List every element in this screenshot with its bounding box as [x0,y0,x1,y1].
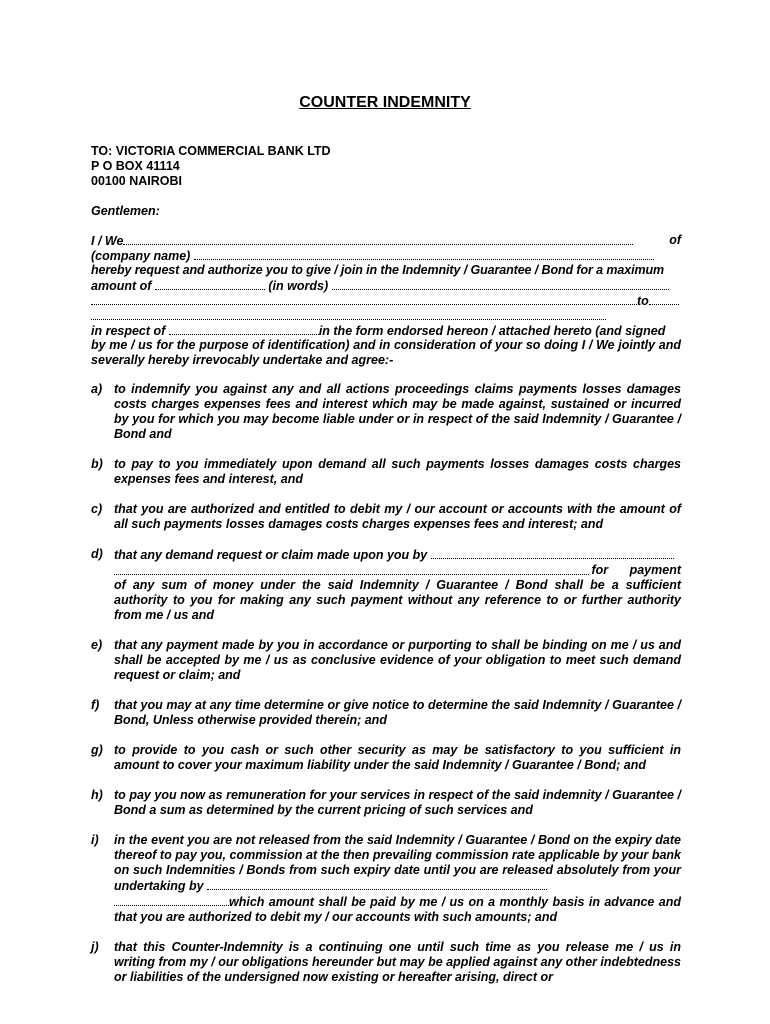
page-title: COUNTER INDEMNITY [299,94,471,111]
intro-label: in respect of [91,324,166,338]
item-label: j) [91,940,99,954]
addressee-line: TO: VICTORIA COMMERCIAL BANK LTD [91,144,331,158]
list-item [91,940,681,985]
purpose-field[interactable] [169,323,319,335]
list-item [91,547,681,623]
intro-label: I / We [91,234,124,248]
item-label: d) [91,547,103,561]
item-label: f) [91,698,100,712]
item-text: to pay to you immediately upon demand all such payments losses damages costs charges expenses fees and interest, and [114,457,681,486]
list-item [91,638,681,683]
intro-text: in the form endorsed hereon / attached hereto (and signed [318,324,666,338]
item-line [114,563,681,578]
intro-label: of [669,233,681,247]
beneficiary-continued-field[interactable] [91,308,606,320]
item-text: that you may at any time determine or give notice to determine the said Indemnity / Guarantee / Bond, Unless otherwise provided therein; and [114,698,681,727]
amount-words-field[interactable] [332,278,669,290]
list-item [91,457,681,487]
item-text: that any demand request or claim made upon you by [114,548,428,562]
addressee-line: P O BOX 41114 [91,159,180,173]
intro-line [91,293,681,308]
name-field[interactable] [123,233,633,245]
list-item [91,382,681,442]
demand-party-continued-field[interactable] [114,563,589,575]
list-item [91,502,681,532]
addressee-line: 00100 NAIROBI [91,174,183,188]
item-label: h) [91,788,103,802]
commission-amount-field[interactable] [114,894,229,906]
item-text: that this Counter-Indemnity is a continuing one until such time as you release me / us in writing from my / our obligations hereunder but may be applied against any other indebtedness or liabilities of the undersigned now existing or hereafter arising, direct or [114,940,681,984]
salutation: Gentlemen: [91,204,160,218]
item-text: that you are authorized and entitled to debit my / our account or accounts with the amount of all such payments losses damages costs charges expenses fees and interest; and [114,502,681,531]
list-item [91,833,681,925]
beneficiary-field[interactable] [649,293,679,305]
list-item [91,698,681,728]
item-label: i) [91,833,99,847]
item-text: for payment [591,563,681,577]
list-item [91,743,681,773]
demand-party-field[interactable] [431,547,674,559]
intro-label: (in words) [268,279,329,293]
intro-paragraph [91,233,681,368]
item-text: of any sum of money under the said Indemnity / Guarantee / Bond shall be a sufficient authority to you for making any such payment without any reference to or further authority from me / us and [114,578,681,622]
undertakings-list [91,382,681,1000]
item-label: a) [91,382,103,396]
item-text: to pay you now as remuneration for your services in respect of the said indemnity / Guarantee / Bond a sum as determined by the current pricing of such services and [114,788,681,817]
company-name-field[interactable] [194,248,654,260]
item-text: which amount shall be paid by me / us on a monthly basis in advance and that you are authorized to debit my / our accounts with such amounts; and [114,895,681,924]
intro-line [91,233,681,248]
intro-continuation: by me / us for the purpose of identification) and in consideration of your so doing I / We jointly and severally hereby irrevocably undertake and agree:- [91,338,681,367]
item-label: g) [91,743,103,757]
item-label: b) [91,457,103,471]
intro-line [91,263,681,278]
intro-text: hereby request and authorize you to give / join in the Indemnity / Guarantee / Bond for a maximum [91,263,665,277]
intro-line [91,308,681,323]
intro-line [91,323,681,338]
release-date-field[interactable] [207,878,547,890]
item-label: c) [91,502,103,516]
intro-label: to [637,294,649,308]
intro-label: amount of [91,279,152,293]
intro-line [91,248,681,263]
item-label: e) [91,638,103,652]
intro-line [91,278,681,293]
item-text: that any payment made by you in accordance or purporting to shall be binding on me / us and shall be accepted by me / us as conclusive evidence of your obligation to meet such demand request or claim; and [114,638,681,682]
amount-field[interactable] [155,278,265,290]
item-line [114,547,681,563]
item-text: in the event you are not released from the said Indemnity / Guarantee / Bond on the expiry date thereof to pay you, commission at the then prevailing commission rate applicable by your bank on such Indemnities / Bonds from such expiry date until you are released absolutely from your undertaking by [114,833,681,893]
amount-words-continued-field[interactable] [91,293,637,305]
list-item [91,788,681,818]
intro-label: (company name) [91,249,191,263]
addressee-block [91,144,331,189]
item-text: to provide to you cash or such other security as may be satisfactory to you sufficient in amount to cover your maximum liability under the said Indemnity / Guarantee / Bond; and [114,743,681,772]
item-text: to indemnify you against any and all actions proceedings claims payments losses damages costs charges expenses fees and interest which may be made against, sustained or incurred by you for which you may become liable under or in respect of the said Indemnity / Guarantee / Bond and [114,382,681,441]
